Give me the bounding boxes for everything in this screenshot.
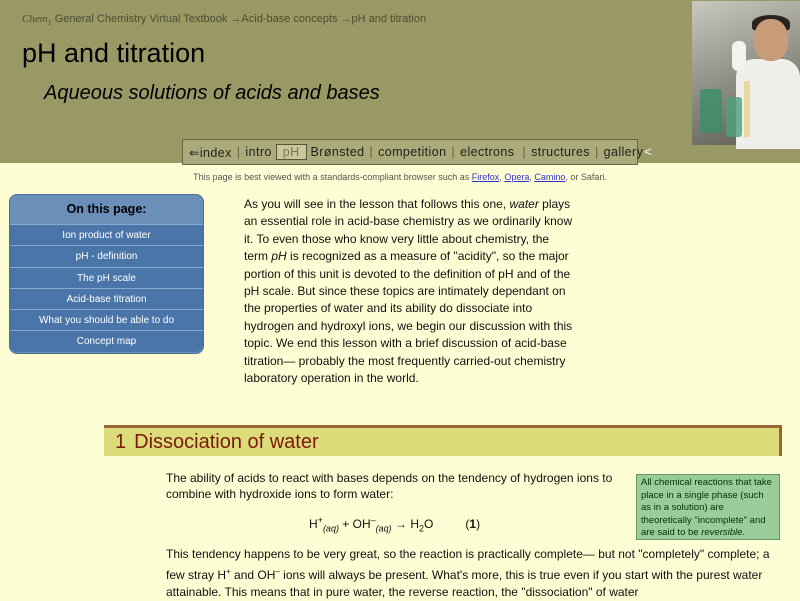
toc-item-ph-scale[interactable]: The pH scale: [10, 267, 203, 288]
toc-item-titration[interactable]: Acid-base titration: [10, 288, 203, 309]
equation-1: $H^+_{(aq)} + OH^-_{(aq)} \to H_2O$ (1): [309, 515, 481, 534]
breadcrumb-chem1[interactable]: Chem$_1$: [22, 13, 52, 28]
nav-index[interactable]: ⇐index: [189, 145, 232, 160]
opera-link[interactable]: Opera: [504, 172, 530, 182]
nav-competition[interactable]: competition: [378, 145, 447, 159]
nav-gallery[interactable]: gallery: [603, 145, 644, 159]
nav-electrons[interactable]: electrons: [460, 145, 515, 159]
toc-item-objectives[interactable]: What you should be able to do: [10, 309, 203, 330]
emph-water: water: [509, 197, 539, 211]
sidenote-box: All chemical reactions that take place in a single phase (such as in a solution) are theoretically "incomplete" and are said to be reversible.: [636, 474, 780, 540]
section-number: 1: [115, 431, 127, 453]
toc-item-ion-product[interactable]: Ion product of water: [10, 224, 203, 245]
nav-separator: |: [522, 145, 527, 159]
toc-item-concept-map[interactable]: Concept map: [10, 330, 203, 351]
nav-separator: |: [369, 145, 374, 159]
breadcrumb-path[interactable]: General Chemistry Virtual Textbook →Acid-base concepts →pH and titration: [54, 13, 427, 25]
body-paragraph: The ability of acids to react with bases depends on the tendency of hydrogen ions to combine with hydroxide ions to form water:: [166, 471, 613, 501]
lesson-navbar: [182, 139, 652, 165]
toc-header: On this page:: [66, 202, 147, 216]
nav-end-arrow-icon: <: [644, 145, 652, 159]
section-title: Dissociation of water: [134, 431, 319, 453]
page-title: pH and titration: [22, 38, 206, 68]
nav-separator: |: [236, 145, 241, 159]
nav-bronsted[interactable]: Brønsted: [310, 145, 365, 159]
chemist-photo: [692, 1, 800, 145]
body-paragraph: This tendency happens to be very great, so the reaction is practically complete— but not "completely" complete; a few stray H+ and OH– ions will always be present. What's more, this is true even if you start with the purest water attainable. This means that in pure water, the reverse reaction, the "dissociation" of water: [166, 547, 770, 599]
browser-note: This page is best viewed with a standards-compliant browser such as Firefox, Opera, Camino, or Safari.: [193, 172, 607, 182]
nav-separator: |: [594, 145, 599, 159]
nav-separator: |: [451, 145, 456, 159]
page-subtitle: Aqueous solutions of acids and bases: [44, 82, 380, 104]
equation-number: (1): [465, 517, 481, 531]
toc-item-ph-definition[interactable]: pH - definition: [10, 245, 203, 266]
on-this-page-menu: [9, 194, 204, 354]
nav-ph-current: pH: [276, 144, 307, 160]
breadcrumb: [22, 13, 426, 27]
section-heading: [104, 425, 782, 456]
firefox-link[interactable]: Firefox: [471, 172, 500, 182]
emph-ph: pH: [271, 249, 287, 264]
camino-link[interactable]: Camino: [534, 172, 566, 182]
intro-paragraph: As you will see in the lesson that follows this one, water plays an essential role in acid-base chemistry as we ordinarily know it. To even those who know very little about chemistry, the term pH is recognized as a measure of "acidity", so the major portion of this unit is devoted to the definition of pH and of the pH scale. But since these topics are intimately dependant on the properties of water and its ability do dissociate into hydrogen and hydroxyl ions, we begin our discussion with this topic. We end this lesson with a brief discussion of acid-base titration— probably the most frequently carried-out chemistry laboratory operation in the world.: [244, 197, 573, 386]
nav-intro[interactable]: intro: [245, 145, 272, 159]
nav-structures[interactable]: structures: [531, 145, 590, 159]
